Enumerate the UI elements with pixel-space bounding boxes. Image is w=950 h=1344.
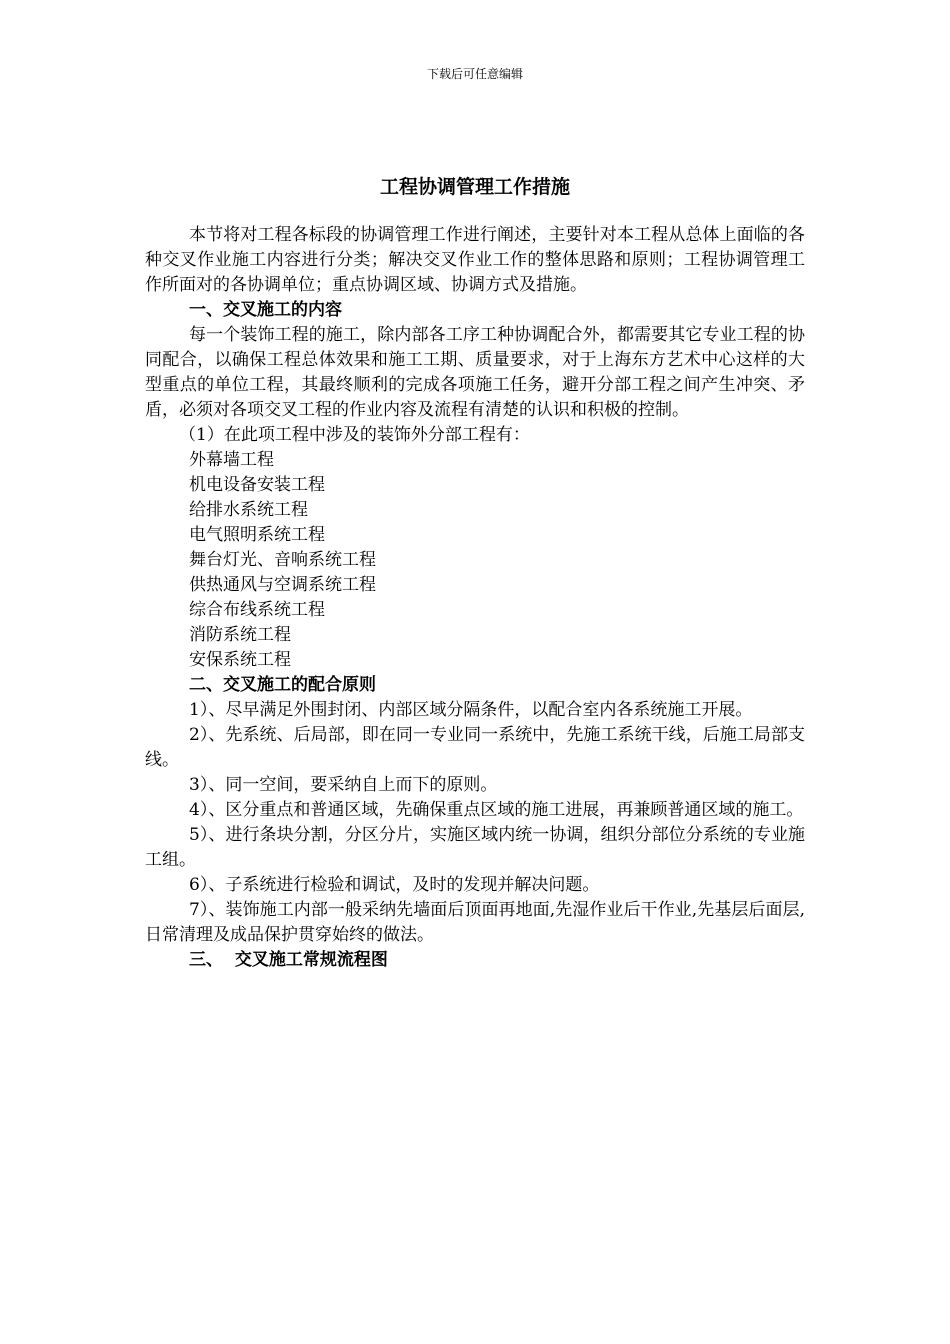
principle-item: 6）、子系统进行检验和调试，及时的发现并解决问题。 [189, 875, 600, 895]
section-1-heading: 一、交叉施工的内容 [189, 300, 342, 320]
list-item: 机电设备安装工程 [189, 475, 325, 495]
section-1-paragraph: 每一个装饰工程的施工，除内部各工序工种协调配合外，都需要其它专业工程的协同配合，以确保工程总体效果和施工工期、质量要求，对于上海东方艺术中心这样的大型重点的单位工程，其最终顺利的完成各项施工任务，避开分部工程之间产生冲突、矛盾，必须对各项交叉工程的作业内容及流程有清楚的认识和积极的控制。 [145, 325, 805, 420]
principles-list [145, 698, 805, 948]
list-item: 电气照明系统工程 [189, 525, 325, 545]
section-2-heading: 二、交叉施工的配合原则 [189, 675, 376, 695]
document-body [145, 223, 805, 973]
list-item: 安保系统工程 [189, 650, 291, 670]
principle-item: 2）、先系统、后局部，即在同一专业同一系统中，先施工系统干线，后施工局部支线。 [145, 725, 805, 770]
principle-item: 4）、区分重点和普通区域，先确保重点区域的施工进展，再兼顾普通区域的施工。 [189, 800, 804, 820]
intro-paragraph: 本节将对工程各标段的协调管理工作进行阐述，主要针对本工程从总体上面临的各种交叉作业施工内容进行分类；解决交叉作业工作的整体思路和原则；工程协调管理工作所面对的各协调单位；重点协调区域、协调方式及措施。 [145, 225, 805, 295]
principle-item: 7）、装饰施工内部一般采纳先墙面后顶面再地面,先湿作业后干作业,先基层后面层,日常清理及成品保护贯穿始终的做法。 [145, 900, 805, 945]
section-1-list-intro: （1）在此项工程中涉及的装饰外分部工程有： [179, 425, 530, 445]
header-note: 下载后可任意编辑 [426, 67, 523, 81]
principle-item: 1）、尽早满足外围封闭、内部区域分隔条件，以配合室内各系统施工开展。 [189, 700, 753, 720]
principle-item: 5）、进行条块分割，分区分片，实施区域内统一协调，组织分部位分系统的专业施工组。 [145, 825, 805, 870]
list-item: 综合布线系统工程 [189, 600, 325, 620]
subproject-list [145, 448, 805, 673]
list-item: 消防系统工程 [189, 625, 291, 645]
principle-item: 3）、同一空间，要采纳自上而下的原则。 [189, 775, 498, 795]
list-item: 舞台灯光、音响系统工程 [189, 550, 376, 570]
list-item: 外幕墙工程 [189, 450, 274, 470]
section-3-heading: 三、 交叉施工常规流程图 [189, 950, 388, 970]
list-item: 给排水系统工程 [189, 500, 308, 520]
list-item: 供热通风与空调系统工程 [189, 575, 376, 595]
document-title: 工程协调管理工作措施 [379, 176, 570, 198]
